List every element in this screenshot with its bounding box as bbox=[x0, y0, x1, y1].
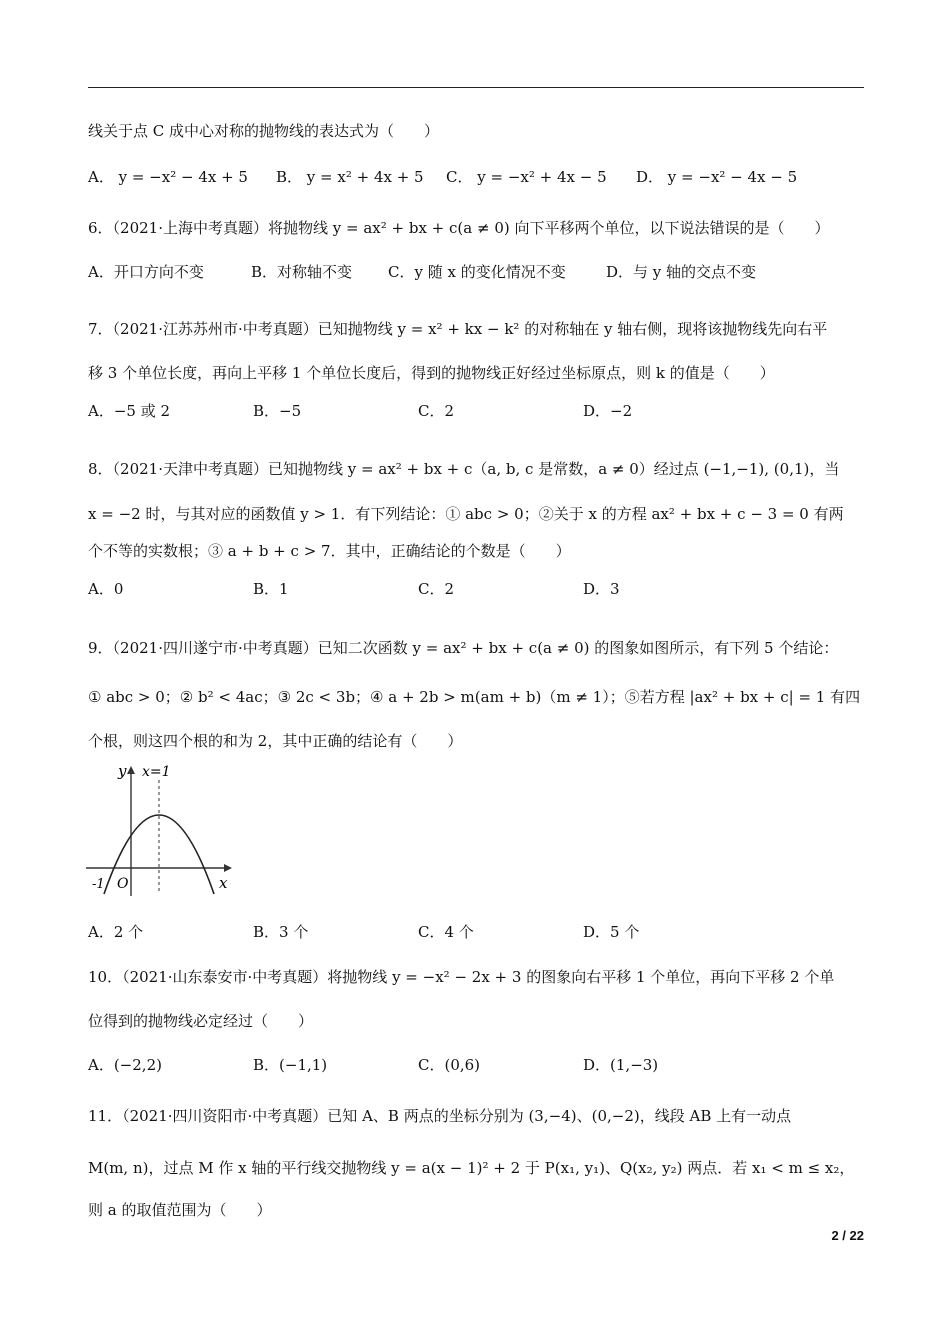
q6-option-b[interactable]: B．对称轴不变 bbox=[251, 263, 353, 281]
q5-options bbox=[88, 166, 868, 188]
q10-option-a[interactable]: A．(−2,2) bbox=[88, 1056, 162, 1074]
q11-stem-1: 11．（2021·四川资阳市·中考真题）已知 A、B 两点的坐标分别为 (3,−4)、(0,−2)，线段 AB 上有一动点 bbox=[88, 1107, 792, 1125]
q6-option-a[interactable]: A．开口方向不变 bbox=[88, 263, 204, 281]
q8-option-b[interactable]: B．1 bbox=[253, 580, 289, 598]
q10-option-c[interactable]: C．(0,6) bbox=[418, 1056, 481, 1074]
q7-stem-2: 移 3 个单位长度，再向上平移 1 个单位长度后，得到的抛物线正好经过坐标原点，则 k 的值是（ ） bbox=[88, 364, 775, 382]
q8-stem-2: x = −2 时，与其对应的函数值 y > 1．有下列结论：① abc > 0；②关于 x 的方程 ax² + bx + c − 3 = 0 有两 bbox=[88, 505, 844, 523]
q9-option-c[interactable]: C．4 个 bbox=[418, 923, 474, 941]
q9-parabola-graph bbox=[86, 760, 236, 898]
q9-option-b[interactable]: B．3 个 bbox=[253, 923, 309, 941]
minus-one-label: -1 bbox=[92, 877, 105, 892]
q6-stem: 6．（2021·上海中考真题）将抛物线 y = ax² + bx + c(a ≠ 0) 向下平移两个单位，以下说法错误的是（ ） bbox=[88, 219, 830, 237]
q7-option-c[interactable]: C．2 bbox=[418, 402, 455, 420]
x-axis-arrow bbox=[224, 864, 232, 872]
q7-stem-1: 7．（2021·江苏苏州市·中考真题）已知抛物线 y = x² + kx − k² 的对称轴在 y 轴右侧，现将该抛物线先向右平 bbox=[88, 320, 828, 338]
q9-stem-3: 个根，则这四个根的和为 2，其中正确的结论有（ ） bbox=[88, 732, 463, 750]
q9-stem-2: ① abc > 0；② b² < 4ac；③ 2c < 3b；④ a + 2b > m(am + b)（m ≠ 1）；⑤若方程 |ax² + bx + c| = 1 有四 bbox=[88, 688, 861, 706]
q5-option-b[interactable]: B． y = x² + 4x + 5 bbox=[276, 168, 424, 186]
symmetry-axis-label: x=1 bbox=[142, 764, 171, 780]
q5-option-d[interactable]: D． y = −x² − 4x − 5 bbox=[636, 168, 798, 186]
q5-option-a[interactable]: A． y = −x² − 4x + 5 bbox=[88, 168, 248, 186]
q5-option-c[interactable]: C． y = −x² + 4x − 5 bbox=[446, 168, 607, 186]
q8-options bbox=[88, 578, 868, 600]
y-axis-label: y bbox=[118, 762, 127, 780]
q10-option-d[interactable]: D．(1,−3) bbox=[583, 1056, 659, 1074]
q6-option-c[interactable]: C．y 随 x 的变化情况不变 bbox=[388, 263, 566, 281]
q10-options bbox=[88, 1054, 868, 1076]
q8-stem-1: 8．（2021·天津中考真题）已知抛物线 y = ax² + bx + c（a, b, c 是常数，a ≠ 0）经过点 (−1,−1), (0,1)，当 bbox=[88, 460, 840, 478]
q9-options bbox=[88, 921, 868, 943]
q9-stem-1: 9．（2021·四川遂宁市·中考真题）已知二次函数 y = ax² + bx + c(a ≠ 0) 的图象如图所示，有下列 5 个结论： bbox=[88, 639, 839, 657]
q6-options bbox=[88, 261, 868, 283]
q5-stem: 线关于点 C 成中心对称的抛物线的表达式为（ ） bbox=[88, 122, 440, 140]
q7-option-d[interactable]: D．−2 bbox=[583, 402, 633, 420]
y-axis-arrow bbox=[127, 766, 135, 774]
q8-stem-3: 个不等的实数根；③ a + b + c > 7．其中，正确结论的个数是（ ） bbox=[88, 542, 571, 560]
page-number: 2 / 22 bbox=[831, 1228, 864, 1243]
q8-option-c[interactable]: C．2 bbox=[418, 580, 455, 598]
origin-label: O bbox=[117, 876, 129, 892]
q11-stem-3: 则 a 的取值范围为（ ） bbox=[88, 1201, 272, 1219]
q10-option-b[interactable]: B．(−1,1) bbox=[253, 1056, 328, 1074]
x-axis-label: x bbox=[219, 874, 228, 892]
q7-options bbox=[88, 400, 868, 422]
q7-option-b[interactable]: B．−5 bbox=[253, 402, 302, 420]
q10-stem-1: 10．（2021·山东泰安市·中考真题）将抛物线 y = −x² − 2x + 3 的图象向右平移 1 个单位，再向下平移 2 个单 bbox=[88, 968, 835, 986]
q6-option-d[interactable]: D．与 y 轴的交点不变 bbox=[606, 263, 757, 281]
q8-option-d[interactable]: D．3 bbox=[583, 580, 620, 598]
q9-option-d[interactable]: D．5 个 bbox=[583, 923, 640, 941]
q10-stem-2: 位得到的抛物线必定经过（ ） bbox=[88, 1012, 314, 1030]
q8-option-a[interactable]: A．0 bbox=[88, 580, 124, 598]
q11-stem-2: M(m, n)，过点 M 作 x 轴的平行线交抛物线 y = a(x − 1)² + 2 于 P(x₁, y₁)、Q(x₂, y₂) 两点．若 x₁ < m ≤ x₂， bbox=[88, 1159, 855, 1177]
q9-option-a[interactable]: A．2 个 bbox=[88, 923, 144, 941]
header-rule bbox=[88, 87, 864, 88]
q7-option-a[interactable]: A．−5 或 2 bbox=[88, 402, 171, 420]
